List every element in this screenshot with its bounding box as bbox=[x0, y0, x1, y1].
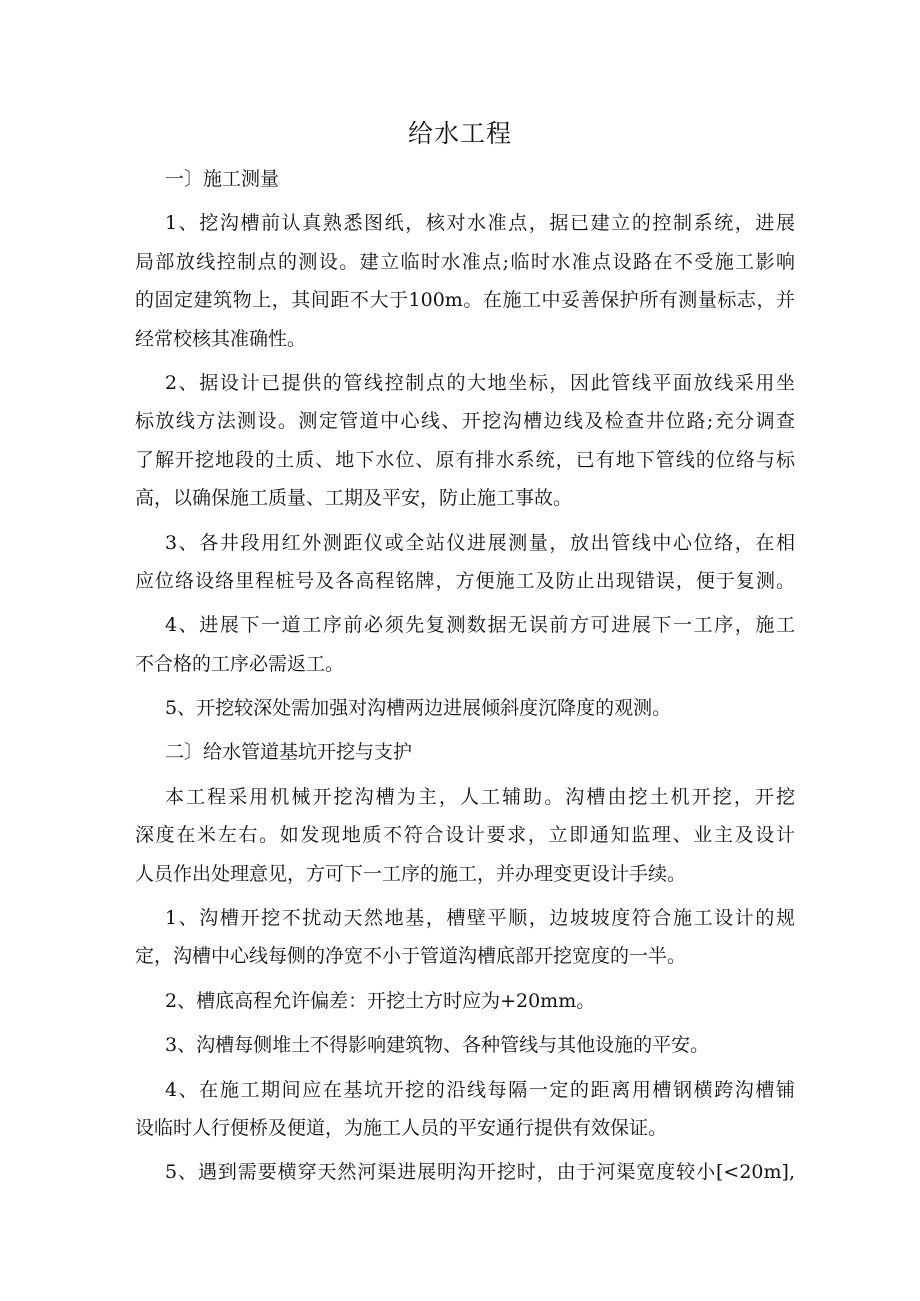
text-line: 经常校核其准确性。 bbox=[135, 327, 307, 350]
text-line: 4、在施工期间应在基坑开挖的沿线每隔一定的距离用槽钢横跨沟槽铺 bbox=[165, 1078, 795, 1101]
text-line: 2、槽底高程允许偏差：开挖土方时应为+20mm。 bbox=[165, 989, 596, 1012]
text-line: 的固定建筑物上，其间距不大于100m。在施工中妥善保护所有测量标志，并 bbox=[135, 289, 795, 312]
text-line: 一〕施工测量 bbox=[165, 168, 280, 190]
text-line: 3、沟槽每侧堆土不得影响建筑物、各种管线与其他设施的平安。 bbox=[165, 1034, 710, 1057]
document-title: 给水工程 bbox=[407, 119, 512, 148]
text-line: 深度在米左右。如发现地质不符合设计要求，立即通知监理、业主及设计 bbox=[135, 824, 795, 847]
text-line: 2、据设计已提供的管线控制点的大地坐标，因此管线平面放线采用坐 bbox=[165, 371, 795, 394]
text-line: 了解开挖地段的土质、地下水位、原有排水系统，已有地下管线的位络与标 bbox=[135, 448, 795, 471]
text-line: 局部放线控制点的测设。建立临时水准点;临时水准点设路在不受施工影响 bbox=[135, 250, 795, 273]
text-line: 本工程采用机械开挖沟槽为主，人工辅助。沟槽由挖土机开挖，开挖 bbox=[165, 785, 795, 808]
text-line: 设临时人行便桥及便道，为施工人员的平安通行提供有效保证。 bbox=[135, 1116, 668, 1139]
text-line: 二〕给水管道基坑开挖与支护 bbox=[165, 741, 413, 764]
text-line: 标放线方法测设。测定管道中心线、开挖沟槽边线及检查井位路;充分调查 bbox=[135, 410, 795, 433]
text-line: 1、挖沟槽前认真熟悉图纸，核对水准点，据已建立的控制系统，进展 bbox=[165, 212, 795, 235]
text-line: 应位络设络里程桩号及各高程铭牌，方便施工及防止出现错误，便于复测。 bbox=[135, 569, 795, 592]
text-line: 定，沟槽中心线每侧的净宽不小于管道沟槽底部开挖宽度的一半。 bbox=[135, 945, 687, 968]
text-line: 5、开挖较深处需加强对沟槽两边进展倾斜度沉降度的观测。 bbox=[165, 697, 672, 720]
text-line: 不合格的工序必需返工。 bbox=[135, 652, 345, 675]
text-line: 1、沟槽开挖不扰动天然地基，槽壁平顺，边坡坡度符合施工设计的规 bbox=[165, 907, 795, 930]
text-line: 高，以确保施工质量、工期及平安，防止施工事故。 bbox=[135, 487, 573, 510]
document-body bbox=[135, 160, 795, 1192]
text-line: 5、遇到需要横穿天然河渠进展明沟开挖时，由于河渠宽度较小[<20m], bbox=[165, 1161, 795, 1184]
text-line: 4、进展下一道工序前必须先复测数据无误前方可进展下一工序，施工 bbox=[165, 614, 795, 637]
text-line: 3、各井段用红外测距仪或全站仪进展测量，放出管线中心位络，在相 bbox=[165, 531, 795, 554]
text-line: 人员作出处理意见，方可下一工序的施工，并办理变更设计手续。 bbox=[135, 862, 687, 885]
